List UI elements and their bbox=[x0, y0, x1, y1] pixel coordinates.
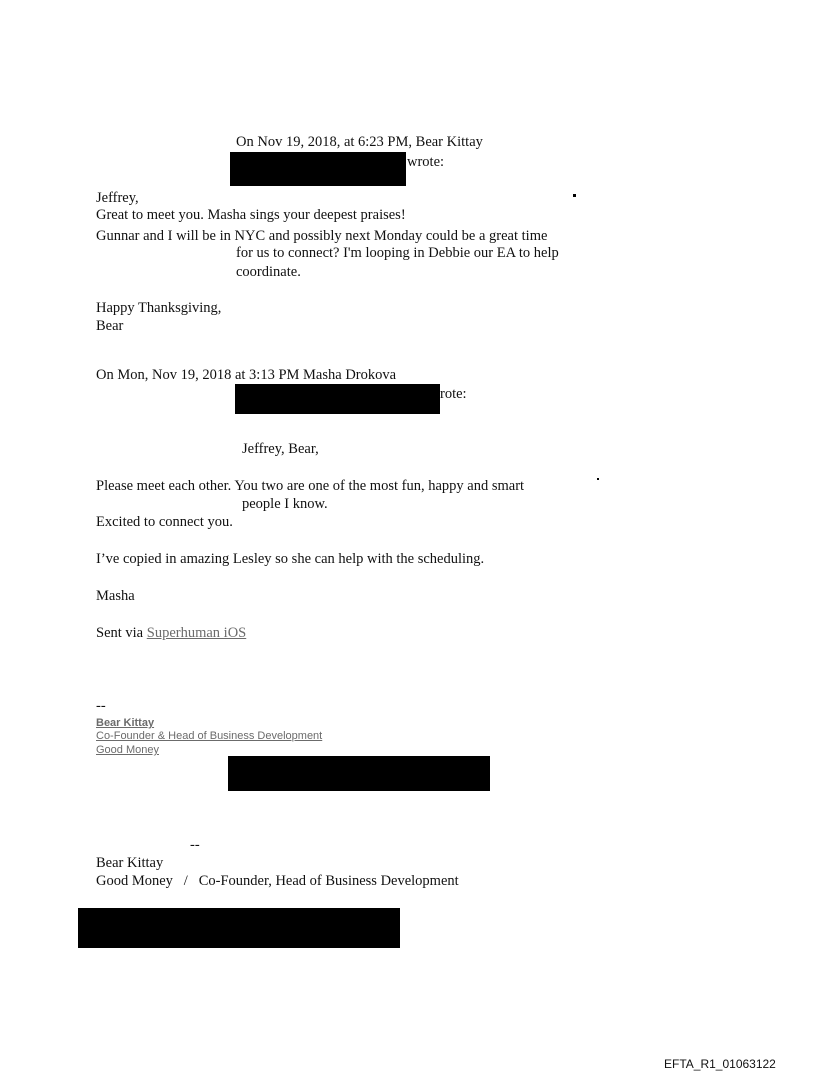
bear-greeting: Jeffrey, bbox=[96, 190, 139, 206]
signature-company-link[interactable]: Good Money bbox=[96, 744, 159, 756]
masha-header-line2: rote: bbox=[440, 386, 467, 402]
masha-line2: people I know. bbox=[242, 496, 328, 512]
signature-title-link[interactable]: Co-Founder & Head of Business Development bbox=[96, 730, 323, 742]
sent-via-line bbox=[96, 625, 246, 642]
signature-company-title-2: Good Money / Co-Founder, Head of Business Development bbox=[96, 873, 459, 889]
bear-line2: Gunnar and I will be in NYC and possibly next Monday could be a great time bbox=[96, 228, 548, 244]
stray-mark bbox=[573, 194, 576, 197]
bear-line4: coordinate. bbox=[236, 264, 301, 280]
masha-header-line1: On Mon, Nov 19, 2018 at 3:13 PM Masha Drokova bbox=[96, 367, 397, 383]
stray-mark bbox=[597, 478, 599, 480]
redaction-box bbox=[228, 756, 490, 791]
masha-signoff: Masha bbox=[96, 588, 135, 604]
bear-line1: Great to meet you. Masha sings your deepest praises! bbox=[96, 207, 406, 223]
masha-line1: Please meet each other. You two are one of the most fun, happy and smart bbox=[96, 478, 525, 494]
sent-via-prefix: Sent via bbox=[96, 625, 147, 641]
superhuman-ios-link[interactable]: Superhuman iOS bbox=[146, 625, 247, 641]
redaction-box bbox=[235, 384, 440, 414]
reply-header-line1: On Nov 19, 2018, at 6:23 PM, Bear Kittay bbox=[236, 134, 483, 150]
signature-name-2: Bear Kittay bbox=[96, 855, 164, 871]
masha-line4: I’ve copied in amazing Lesley so she can help with the scheduling. bbox=[96, 551, 485, 567]
signature-name-link[interactable]: Bear Kittay bbox=[96, 717, 155, 729]
redaction-box bbox=[230, 152, 406, 186]
reply-header-line2: wrote: bbox=[407, 154, 445, 170]
bear-signoff: Bear bbox=[96, 318, 124, 334]
masha-greeting: Jeffrey, Bear, bbox=[242, 441, 319, 457]
masha-line3: Excited to connect you. bbox=[96, 514, 233, 530]
bear-line3: for us to connect? I'm looping in Debbie our EA to help bbox=[236, 245, 559, 261]
signature-separator: -- bbox=[96, 698, 106, 714]
bear-closing: Happy Thanksgiving, bbox=[96, 300, 222, 316]
document-id: EFTA_R1_01063122 bbox=[664, 1057, 776, 1071]
signature-separator-2: -- bbox=[190, 837, 200, 853]
redaction-box bbox=[78, 908, 400, 948]
